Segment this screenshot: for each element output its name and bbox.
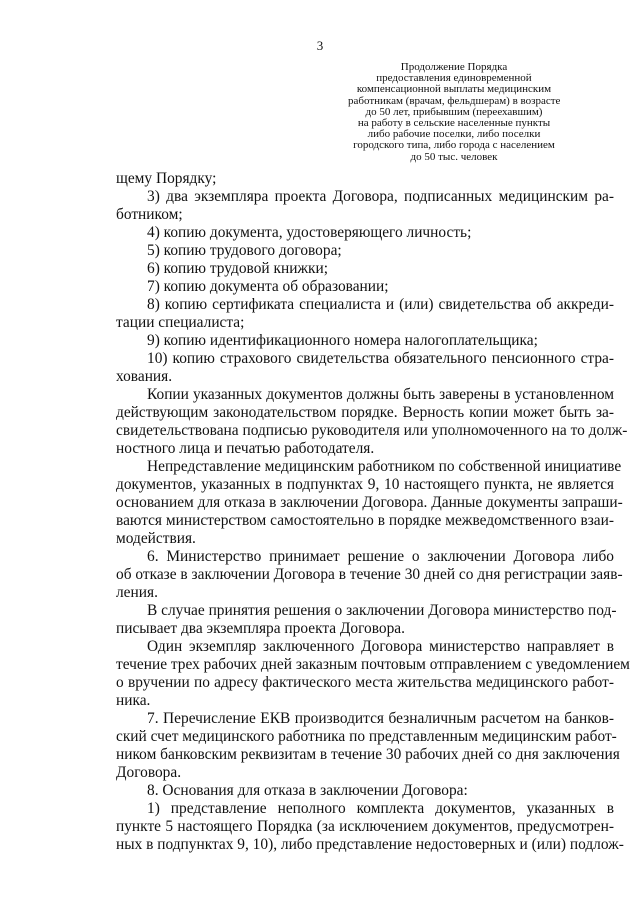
header-line: на работу в сельские населенные пункты (357, 117, 551, 130)
body-line: 4) копию документа, удостоверяющего личность; (147, 224, 472, 241)
header-line: работникам (врачам, фельдшерам) в возрасте (348, 94, 561, 107)
body-line: 5) копию трудового договора; (147, 242, 342, 259)
header-line: компенсационной выплаты медицинским (356, 83, 552, 96)
body-line: писывает два экземпляра проекта Договора. (116, 620, 405, 637)
body-line: 6. Министерство принимает решение о заключении Договора либо (147, 548, 614, 565)
body-line: 10) копию страхового свидетельства обязательного пенсионного стра- (147, 350, 614, 367)
body-line: модействия. (116, 530, 196, 547)
body-line: Копии указанных документов должны быть заверены в установленном (147, 386, 614, 403)
body-line: ления. (116, 584, 158, 601)
body-line: ных в подпунктах 9, 10), либо представление недостоверных и (или) подлож- (116, 836, 624, 853)
body-line: основанием для отказа в заключении Договора. Данные документы запраши- (116, 494, 623, 511)
body-line: ваются министерством самостоятельно в порядке межведомственного взаи- (116, 512, 614, 529)
body-line: 7) копию документа об образовании; (147, 278, 389, 295)
body-line: ником банковским реквизитам в течение 30 рабочих дней со дня заключения (116, 746, 620, 763)
page-number: 3 (316, 38, 324, 53)
header-block (348, 62, 560, 163)
body-line: Непредставление медицинским работником по собственной инициативе (147, 458, 622, 475)
body-line: ностного лица и печатью работодателя. (116, 440, 375, 457)
header-line: до 50 лет, прибывшим (переехавшим) (365, 105, 543, 118)
header-line: Продолжение Порядка (400, 61, 508, 73)
header-line: предоставления единовременной (376, 72, 532, 85)
body-line: об отказе в заключении Договора в течение 30 дней со дня регистрации заяв- (116, 566, 623, 583)
body-line: свидетельствована подписью руководителя или уполномоченного на то долж- (116, 422, 628, 439)
body-text (116, 170, 630, 854)
body-line: ника. (116, 692, 151, 709)
body-line: пункте 5 настоящего Порядка (за исключением документов, предусмотрен- (116, 818, 614, 835)
body-line: 8. Основания для отказа в заключении Договора: (147, 782, 468, 799)
body-line: течение трех рабочих дней заказным почтовым отправлением с уведомлением (116, 656, 630, 673)
body-line: Один экземпляр заключенного Договора министерство направляет в (147, 638, 614, 655)
body-line: В случае принятия решения о заключении Договора министерство под- (147, 602, 617, 619)
body-line: 7. Перечисление ЕКВ производится безналичным расчетом на банков- (147, 710, 614, 727)
header-line: городского типа, либо города с населением (353, 139, 555, 152)
body-line: тации специалиста; (116, 314, 245, 331)
body-line: действующим законодательством порядке. Верность копии может быть за- (116, 404, 614, 421)
body-line: 6) копию трудовой книжки; (147, 260, 329, 277)
body-line: ботником; (116, 206, 183, 223)
body-line: 9) копию идентификационного номера налогоплательщика; (147, 332, 538, 349)
header-line: либо рабочие поселки, либо поселки (367, 128, 541, 141)
body-line: хования. (116, 368, 173, 385)
body-line: 3) два экземпляра проекта Договора, подписанных медицинским ра- (147, 188, 614, 205)
body-line: 1) представление неполного комплекта документов, указанных в (147, 800, 614, 817)
body-line: о вручении по адресу фактического места жительства медицинского работ- (116, 674, 614, 691)
body-line: 8) копию сертификата специалиста и (или) свидетельства об аккреди- (147, 296, 614, 313)
header-line: до 50 тыс. человек (410, 150, 498, 163)
body-line: ский счет медицинского работника по представленным медицинским работ- (116, 728, 617, 745)
body-line: Договора. (116, 764, 182, 781)
body-line: щему Порядку; (116, 170, 217, 187)
body-line: документов, указанных в подпунктах 9, 10 настоящего пункта, не является (116, 476, 614, 493)
